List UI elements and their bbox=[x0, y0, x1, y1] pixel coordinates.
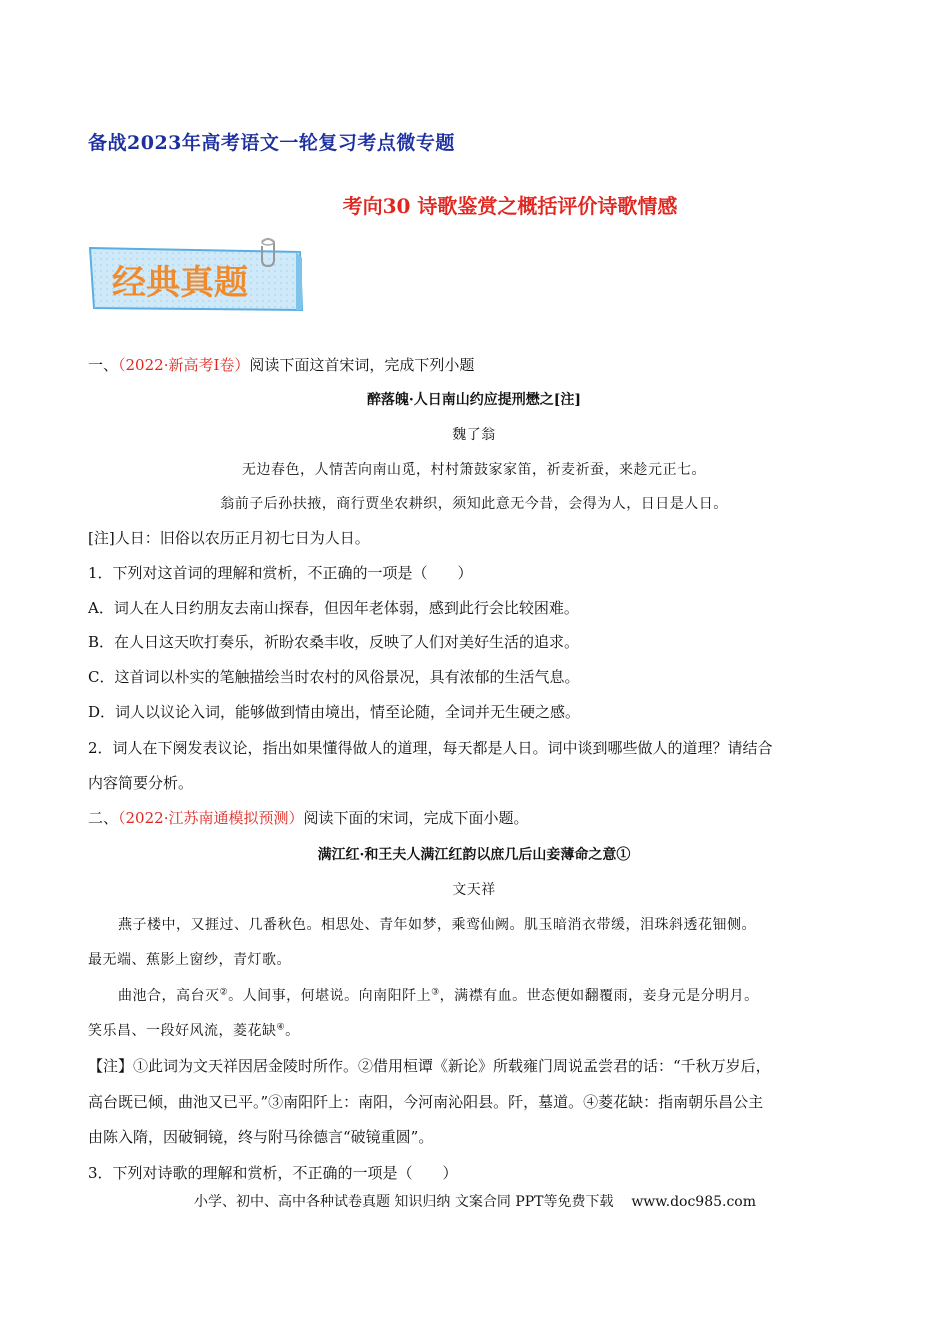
footer-text: 小学、初中、高中各种试卷真题 知识归纳 文案合同 PPT等免费下载 bbox=[193, 1194, 614, 1210]
footnote-mark: ③ bbox=[431, 987, 440, 998]
q2-poem-line bbox=[88, 1021, 860, 1041]
q1-option-c: C．这首词以朴实的笔触描绘当时农村的风俗景况，具有浓郁的生活气息。 bbox=[88, 668, 580, 686]
q1-sub2-line2: 内容简要分析。 bbox=[88, 774, 194, 792]
q2-poem-author: 文天祥 bbox=[452, 882, 496, 898]
q1-source: （2022·新高考Ⅰ卷） bbox=[118, 356, 250, 374]
q1-option-d: D．词人以议论入词，能够做到情由境出，情至论随，全词并无生硬之感。 bbox=[88, 703, 581, 721]
q2-note-line3: 由陈入隋，因破铜镜，终与附马徐德言“破镜重圆”。 bbox=[88, 1128, 434, 1146]
series-title: 备战2023年高考语文一轮复习考点微专题 bbox=[88, 132, 455, 154]
q2-number: 二、 bbox=[88, 809, 119, 827]
q1-poem-title: 醉落魄·人日南山约应提刑懋之[注] bbox=[366, 392, 582, 408]
banner-text: 经典真题 bbox=[112, 263, 248, 303]
q1-intro: 阅读下面这首宋词，完成下列小题 bbox=[249, 356, 475, 374]
q1-poem-author: 魏了翁 bbox=[452, 427, 496, 443]
q2-heading bbox=[88, 808, 860, 828]
poem-text: 。人间事，何堪说。向南阳阡上 bbox=[228, 988, 432, 1004]
q1-heading bbox=[88, 355, 860, 375]
footnote-mark: ② bbox=[219, 987, 229, 998]
poem-text: 。 bbox=[285, 1023, 300, 1039]
q1-option-b: B．在人日这天吹打奏乐，祈盼农桑丰收，反映了人们对美好生活的追求。 bbox=[88, 633, 580, 651]
q2-intro: 阅读下面的宋词，完成下面小题。 bbox=[303, 809, 529, 827]
poem-text: 曲池合，高台灭 bbox=[118, 988, 220, 1004]
q1-number: 一、 bbox=[88, 356, 119, 374]
banner-graphic bbox=[86, 238, 306, 316]
q1-sub2-line1: 2．词人在下阕发表议论，指出如果懂得做人的道理，每天都是人日。词中谈到哪些做人的道理？请结合 bbox=[88, 739, 773, 757]
q1-note: [注]人日：旧俗以农历正月初七日为人日。 bbox=[88, 529, 370, 547]
q2-sub3: 3．下列对诗歌的理解和赏析，不正确的一项是（ ） bbox=[88, 1164, 458, 1182]
q1-sub1: 1．下列对这首词的理解和赏析，不正确的一项是（ ） bbox=[88, 564, 473, 582]
q2-poem-line: 最无端、蕉影上窗纱，青灯歌。 bbox=[88, 952, 291, 968]
footnote-mark: ④ bbox=[276, 1022, 286, 1033]
page-footer bbox=[0, 1191, 950, 1211]
q2-note-line2: 高台既已倾，曲池又已平。”③南阳阡上：南阳，今河南沁阳县。阡，墓道。④菱花缺：指南朝乐昌公主 bbox=[88, 1093, 764, 1111]
q2-poem-line bbox=[88, 986, 860, 1006]
q2-note-line1: 【注】①此词为文天祥因居金陵时所作。②借用桓谭《新论》所载雍门周说孟尝君的话：“千秋万岁后， bbox=[88, 1057, 771, 1075]
topic-title: 考向30 诗歌鉴赏之概括评价诗歌情感 bbox=[342, 194, 678, 218]
classic-exam-banner bbox=[86, 238, 306, 316]
q1-poem-line: 翁前子后孙扶掖，商行贾坐农耕织，须知此意无今昔，会得为人，日日是人日。 bbox=[220, 496, 728, 512]
poem-text: 笑乐昌、一段好风流，菱花缺 bbox=[88, 1023, 277, 1039]
q2-poem-title: 满江红·和王夫人满江红韵以庶几后山妾薄命之意① bbox=[317, 847, 631, 863]
q1-option-a: A．词人在人日约朋友去南山探春，但因年老体弱，感到此行会比较困难。 bbox=[88, 599, 579, 617]
footer-site[interactable]: www.doc985.com bbox=[631, 1194, 757, 1210]
poem-text: ，满襟有血。世态便如翻覆雨，妾身元是分明月。 bbox=[439, 988, 759, 1004]
q2-source: （2022·江苏南通模拟预测） bbox=[118, 809, 304, 827]
q2-poem-line: 燕子楼中，又捱过、几番秋色。相思处、青年如梦，乘鸾仙阙。肌玉暗消衣带缓，泪珠斜透花钿侧。 bbox=[118, 917, 756, 933]
q1-poem-line: 无边春色，人情苦向南山觅，村村箫鼓家家笛，祈麦祈蚕，来趁元正七。 bbox=[242, 462, 706, 478]
